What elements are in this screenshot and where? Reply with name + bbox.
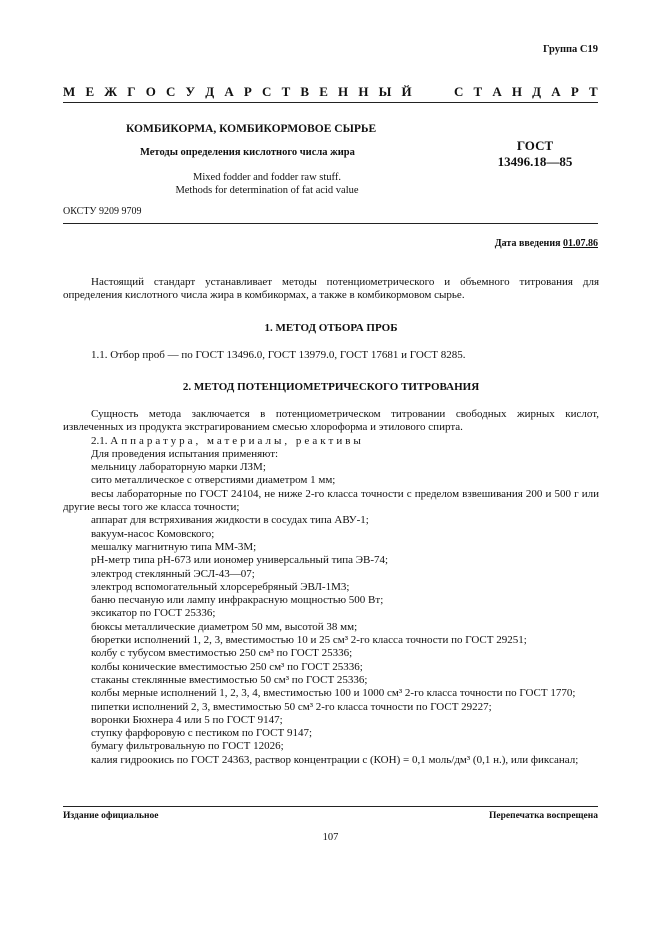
list-item: ступку фарфоровую с пестиком по ГОСТ 9147; [91,727,312,740]
english-title-2: Methods for determination of fat acid value [175,185,359,196]
banner-letter: Ы [378,84,392,99]
banner-letter: Т [588,84,598,99]
gost-label: ГОСТ [516,138,554,153]
banner-letter: В [300,84,310,99]
banner-letter: Е [319,84,328,99]
banner-letter: О [145,84,156,99]
gost-designation [490,138,580,170]
english-title-1: Mixed fodder and fodder raw stuff. [193,172,341,183]
header-rule [63,102,598,103]
section-1-text: 1.1. Отбор проб — по ГОСТ 13496.0, ГОСТ 13979.0, ГОСТ 17681 и ГОСТ 8285. [91,349,466,361]
banner-letter: С [453,84,464,99]
group-label: Группа С19 [542,44,598,55]
banner-letter: С [166,84,176,99]
banner-letter: Г [127,84,136,99]
list-item: колбы конические вместимостью 250 см³ по ГОСТ 25336; [91,660,363,673]
banner-letter: Ж [104,84,118,99]
okstu-code: ОКСТУ 9209 9709 [63,206,142,217]
subsection-2-1-heading [63,435,599,448]
banner-letter: Т [473,84,483,99]
page-number: 107 [322,832,339,843]
list-item: мельницу лабораторную марки ЛЗМ; [91,461,266,474]
list-item: воронки Бюхнера 4 или 5 по ГОСТ 9147; [91,713,283,726]
list-item: мешалку магнитную типа ММ-3М; [91,540,257,553]
section-1-heading: 1. МЕТОД ОТБОРА ПРОБ [264,322,398,334]
banner-letter: Й [401,84,412,99]
subsection-number: 2.1. [91,434,108,447]
document-subtitle: Методы определения кислотного числа жира [140,147,355,158]
list-item: электрод стеклянный ЭСЛ-43—07; [91,567,255,580]
list-item: эксикатор по ГОСТ 25336; [91,607,216,620]
okstu-rule [63,223,598,224]
banner-letter: А [551,84,561,99]
footer-reprint-prohibited: Перепечатка воспрещена [488,811,598,821]
banner-letter: Н [358,84,369,99]
list-item: колбу с тубусом вместимостью 250 см³ по ГОСТ 25336; [91,647,353,660]
list-item: колбы мерные исполнений 1, 2, 3, 4, вместимостью 100 и 1000 см³ 2-го класса точности по ГОСТ 1770; [91,687,576,700]
section-2-heading: 2. МЕТОД ПОТЕНЦИОМЕТРИЧЕСКОГО ТИТРОВАНИЯ [182,381,480,393]
banner-letter: Н [511,84,523,99]
list-item: стаканы стеклянные вместимостью 50 см³ по ГОСТ 25336; [91,673,368,686]
list-item: сито металлическое с отверстиями диаметром 1 мм; [91,474,336,487]
banner-letter: У [185,84,196,99]
banner-letter: Е [85,84,95,99]
list-item: аппарат для встряхивания жидкости в сосудах типа АВУ-1; [91,514,369,527]
effective-date [495,238,598,249]
method-essence: Сущность метода заключается в потенциометрическом титровании свободных жирных кислот, извлеченных из продукта экстрагированием смесью хлороформа и этилового спирта. [63,408,599,434]
banner-letter: А [492,84,502,99]
section-2-body [63,408,599,767]
banner-gap [422,84,444,100]
list-item: бумагу фильтровальную по ГОСТ 12026; [91,740,284,753]
list-item: электрод вспомогательный хлорсеребряный ЭВЛ-1М3; [91,580,350,593]
list-item: рН-метр типа рН-673 или иономер универсальный типа ЭВ-74; [91,554,389,567]
banner-letter: Т [281,84,291,99]
list-item: вакуум-насос Комовского; [91,527,215,540]
banner-letter: С [262,84,272,99]
banner-letter: Д [205,84,215,99]
document-title: КОМБИКОРМА, КОМБИКОРМОВОЕ СЫРЬЕ [126,123,377,135]
footer-official-edition: Издание официальное [63,811,159,821]
banner-letter: Р [570,84,579,99]
list-item: весы лабораторные по ГОСТ 24104, не ниже 2-го класса точности с пределом взвешивания 200 и 500 г или другие весы того же класса точности; [63,487,599,514]
list-item: бюретки исполнений 1, 2, 3, вместимостью 10 и 25 см³ 2-го класса точности по ГОСТ 29251; [91,634,527,647]
banner-letter: Н [338,84,349,99]
footer-rule [63,806,598,807]
equipment-lead: Для проведения испытания применяют: [91,447,279,460]
date-label: Дата введения [494,238,561,249]
gost-number: 13496.18—85 [497,154,573,169]
interstate-standard-banner [63,84,598,100]
list-item: пипетки исполнений 2, 3, вместимостью 50 см³ 2-го класса точности по ГОСТ 29227; [91,700,492,713]
intro-paragraph: Настоящий стандарт устанавливает методы потенциометрического и объемного титрования для определения кислотного числа жира в комбикормах, а также в комбикормовом сырье. [63,276,599,302]
banner-letter: Д [532,84,542,99]
banner-letter: А [224,84,234,99]
list-item: бюксы металлические диаметром 50 мм, высотой 38 мм; [91,620,358,633]
date-value: 01.07.86 [563,238,598,249]
equipment-list [63,461,599,767]
banner-letter: М [63,84,76,99]
banner-letter: Р [243,84,252,99]
list-item: калия гидроокись по ГОСТ 24363, раствор концентрации с (КОН) = 0,1 моль/дм³ (0,1 н.), или фиксанал; [91,753,579,766]
subsection-title: Аппаратура, материалы, реактивы [110,434,364,447]
list-item: баню песчаную или лампу инфракрасную мощностью 500 Вт; [91,594,384,607]
